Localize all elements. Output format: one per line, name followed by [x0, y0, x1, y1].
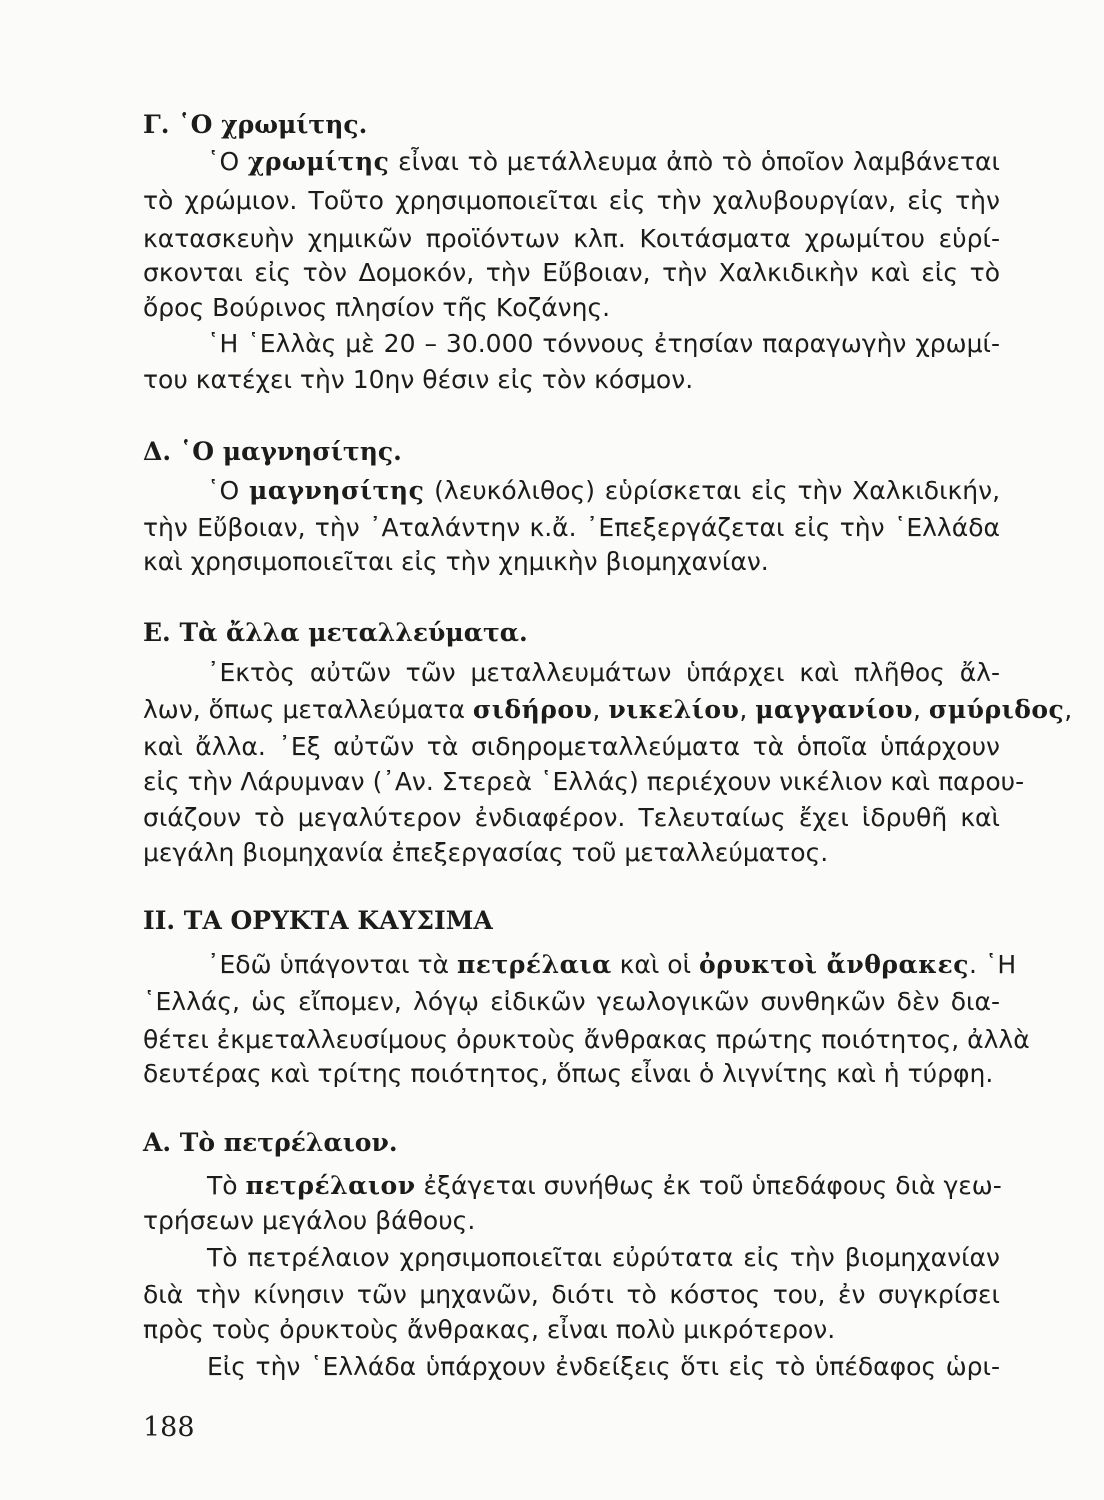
section-heading-chromite: Γ. ῾Ο χρωμίτης.	[143, 110, 368, 139]
bold-term: ὀρυκτοὶ ἄνθρακες	[698, 950, 969, 979]
bold-term: χρωμίτης	[247, 147, 390, 176]
bold-term: νικελίου	[608, 695, 740, 724]
paragraph-line: κατασκευὴν χημικῶν προϊόντων κλπ. Κοιτάσματα χρωμίτου εὑρί-	[143, 224, 1000, 253]
paragraph-line: σκονται εἰς τὸν Δομοκόν, τὴν Εὔβοιαν, τὴν Χαλκιδικὴν καὶ εἰς τὸ	[143, 258, 1000, 287]
section-heading-petroleum: Α. Τὸ πετρέλαιον.	[143, 1128, 398, 1157]
paragraph-line: καὶ χρησιμοποιεῖται εἰς τὴν χημικὴν βιομηχανίαν.	[143, 547, 769, 576]
paragraph-line: Εἰς τὴν ῾Ελλάδα ὑπάρχουν ἐνδείξεις ὅτι εἰς τὸ ὑπέδαφος ὡρι-	[207, 1352, 1000, 1381]
paragraph-line: ῾Ο μαγνησίτης (λευκόλιθος) εὑρίσκεται εἰς τὴν Χαλκιδικήν,	[207, 476, 1001, 505]
section-heading-other-ores: Ε. Τὰ ἄλλα μεταλλεύματα.	[143, 618, 528, 647]
paragraph-line: ὄρος Βούρινος πλησίον τῆς Κοζάνης.	[143, 293, 611, 322]
bold-term: μαγγανίου	[755, 695, 913, 724]
bold-term: σιδήρου	[472, 695, 593, 724]
paragraph-line: μεγάλη βιομηχανία ἐπεξεργασίας τοῦ μεταλλεύματος.	[143, 838, 829, 867]
paragraph-line: ᾽Εκτὸς αὐτῶν τῶν μεταλλευμάτων ὑπάρχει καὶ πλῆθος ἄλ-	[207, 658, 1000, 687]
paragraph-line: εἰς τὴν Λάρυμναν (᾽Αν. Στερεὰ ῾Ελλάς) περιέχουν νικέλιον καὶ παρου-	[143, 767, 1025, 796]
paragraph-line: Τὸ πετρέλαιον χρησιμοποιεῖται εὐρύτατα εἰς τὴν βιομηχανίαν	[207, 1243, 1000, 1272]
paragraph-line: πρὸς τοὺς ὀρυκτοὺς ἄνθρακας, εἶναι πολὺ μικρότερον.	[143, 1315, 836, 1344]
paragraph-line: του κατέχει τὴν 10ην θέσιν εἰς τὸν κόσμον.	[143, 365, 694, 394]
paragraph-line: θέτει ἐκμεταλλευσίμους ὀρυκτοὺς ἄνθρακας πρώτης ποιότητος, ἀλλὰ	[143, 1025, 1030, 1054]
paragraph-line: καὶ ἄλλα. ᾽Εξ αὐτῶν τὰ σιδηρομεταλλεύματα τὰ ὁποῖα ὑπάρχουν	[143, 732, 1000, 761]
paragraph-line: διὰ τὴν κίνησιν τῶν μηχανῶν, διότι τὸ κόστος του, ἐν συγκρίσει	[143, 1280, 1000, 1309]
paragraph-line: ῾Ελλάς, ὡς εἴπομεν, λόγῳ εἰδικῶν γεωλογικῶν συνθηκῶν δὲν δια-	[143, 987, 1000, 1016]
paragraph-line: δευτέρας καὶ τρίτης ποιότητος, ὅπως εἶναι ὁ λιγνίτης καὶ ἡ τύρφη.	[143, 1059, 994, 1088]
paragraph-line: λων, ὅπως μεταλλεύματα σιδήρου, νικελίου, μαγγανίου, σμύριδος,	[143, 695, 1073, 724]
section-heading-fossil-fuels: ΙΙ. ΤΑ ΟΡΥΚΤΑ ΚΑΥΣΙΜΑ	[143, 906, 493, 935]
section-heading-magnesite: Δ. ῾Ο μαγνησίτης.	[143, 437, 402, 466]
bold-term: μαγνησίτης	[249, 476, 425, 505]
paragraph-line: τρήσεων μεγάλου βάθους.	[143, 1206, 476, 1235]
bold-term: πετρέλαια	[456, 950, 612, 979]
paragraph-line: τὴν Εὔβοιαν, τὴν ᾽Αταλάντην κ.ἄ. ᾽Επεξεργάζεται εἰς τὴν ῾Ελλάδα	[143, 513, 1000, 542]
page-number: 188	[143, 1412, 195, 1443]
paragraph-line: σιάζουν τὸ μεγαλύτερον ἐνδιαφέρον. Τελευταίως ἔχει ἱδρυθῆ καὶ	[143, 803, 1000, 832]
bold-term: πετρέλαιον	[245, 1171, 416, 1200]
paragraph-line: ῾Η ῾Ελλὰς μὲ 20 – 30.000 τόννους ἐτησίαν παραγωγὴν χρωμί-	[207, 329, 1000, 358]
paragraph-line: τὸ χρώμιον. Τοῦτο χρησιμοποιεῖται εἰς τὴν χαλυβουργίαν, εἰς τὴν	[143, 186, 1000, 215]
paragraph-line: ῾Ο χρωμίτης εἶναι τὸ μετάλλευμα ἀπὸ τὸ ὁποῖον λαμβάνεται	[207, 147, 1000, 176]
paragraph-line: ᾽Εδῶ ὑπάγονται τὰ πετρέλαια καὶ οἱ ὀρυκτοὶ ἄνθρακες. ῾Η	[207, 950, 1017, 979]
bold-term: σμύριδος	[928, 695, 1065, 724]
paragraph-line: Τὸ πετρέλαιον ἐξάγεται συνήθως ἐκ τοῦ ὑπεδάφους διὰ γεω-	[207, 1171, 1002, 1200]
